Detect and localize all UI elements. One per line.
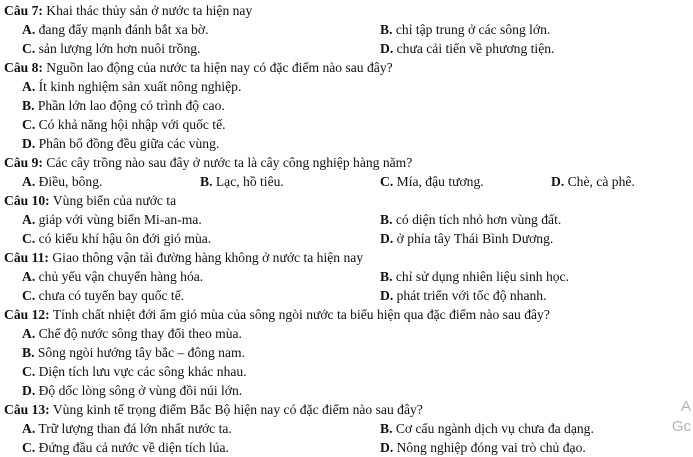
- question-12: [0, 305, 693, 400]
- option-row: [0, 324, 693, 343]
- option-row: [0, 77, 693, 96]
- option-d[interactable]: D. Nông nghiệp đóng vai trò chủ đạo.: [380, 440, 586, 455]
- question-8: [0, 58, 693, 153]
- question-9: [0, 153, 693, 191]
- question-number: Câu 7:: [4, 3, 43, 18]
- option-b[interactable]: B. Cơ cấu ngành dịch vụ chưa đa dạng.: [380, 421, 594, 436]
- option-row: [0, 362, 693, 381]
- question-11: [0, 248, 693, 305]
- question-text: Tính chất nhiệt đới ẩm gió mùa của sông ngòi nước ta biểu hiện qua đặc điểm nào sau đây?: [49, 307, 550, 322]
- option-a[interactable]: A. Điều, bông.: [22, 174, 103, 189]
- option-b[interactable]: B. chỉ tập trung ở các sông lớn.: [380, 22, 551, 37]
- question-number: Câu 10:: [4, 193, 50, 208]
- watermark-text-1: A: [680, 398, 691, 415]
- watermark-text-2: Gc: [671, 418, 691, 435]
- option-d[interactable]: D. Độ dốc lòng sông ở vùng đồi núi lớn.: [22, 383, 243, 398]
- question-7: [0, 1, 693, 58]
- option-d[interactable]: D. chưa cải tiến về phương tiện.: [380, 41, 555, 56]
- option-row: [0, 115, 693, 134]
- question-number: Câu 12:: [4, 307, 50, 322]
- option-c[interactable]: C. có kiểu khí hậu ôn đới gió mùa.: [22, 231, 212, 246]
- option-b[interactable]: B. Phần lớn lao động có trình độ cao.: [22, 98, 225, 113]
- option-row: [0, 381, 693, 400]
- option-d[interactable]: D. Phân bố đồng đều giữa các vùng.: [22, 136, 220, 151]
- option-c[interactable]: C. chưa có tuyến bay quốc tế.: [22, 288, 185, 303]
- option-a[interactable]: A. chủ yếu vận chuyển hàng hóa.: [22, 269, 204, 284]
- question-text: Giao thông vận tải đường hàng không ở nước ta hiện nay: [48, 250, 364, 265]
- question-stem: [0, 248, 693, 267]
- question-10: [0, 191, 693, 248]
- option-b[interactable]: B. Sông ngòi hướng tây bắc – đông nam.: [22, 345, 245, 360]
- option-a[interactable]: A. Ít kinh nghiệm sản xuất nông nghiệp.: [22, 79, 242, 94]
- question-number: Câu 11:: [4, 250, 49, 265]
- question-text: Khai thác thủy sản ở nước ta hiện nay: [42, 3, 253, 18]
- question-text: Nguồn lao động của nước ta hiện nay có đặc điểm nào sau đây?: [42, 60, 393, 75]
- option-c[interactable]: C. sản lượng lớn hơn nuôi trồng.: [22, 41, 201, 56]
- question-number: Câu 8:: [4, 60, 43, 75]
- question-number: Câu 9:: [4, 155, 43, 170]
- question-text: Các cây trồng nào sau đây ở nước ta là cây công nghiệp hàng năm?: [42, 155, 413, 170]
- option-row: [0, 172, 693, 191]
- option-c[interactable]: C. Đứng đầu cả nước về diện tích lúa.: [22, 440, 229, 455]
- question-stem: [0, 58, 693, 77]
- option-row: [0, 343, 693, 362]
- option-row: [0, 286, 693, 305]
- option-a[interactable]: A. đang đẩy mạnh đánh bắt xa bờ.: [22, 22, 209, 37]
- option-d[interactable]: D. Chè, cà phê.: [551, 174, 635, 189]
- question-stem: [0, 305, 693, 324]
- option-row: [0, 267, 693, 286]
- question-13: [0, 400, 693, 457]
- option-a[interactable]: A. Chế độ nước sông thay đổi theo mùa.: [22, 326, 242, 341]
- question-stem: [0, 400, 693, 419]
- option-b[interactable]: B. chỉ sử dụng nhiên liệu sinh học.: [380, 269, 569, 284]
- option-row: [0, 20, 693, 39]
- question-stem: [0, 153, 693, 172]
- option-row: [0, 39, 693, 58]
- option-row: [0, 229, 693, 248]
- option-a[interactable]: A. Trữ lượng than đá lớn nhất nước ta.: [22, 421, 232, 436]
- option-a[interactable]: A. giáp với vùng biển Mi-an-ma.: [22, 212, 202, 227]
- option-b[interactable]: B. có diện tích nhỏ hơn vùng đất.: [380, 212, 562, 227]
- option-row: [0, 134, 693, 153]
- option-b[interactable]: B. Lạc, hồ tiêu.: [200, 174, 284, 189]
- option-c[interactable]: C. Diện tích lưu vực các sông khác nhau.: [22, 364, 247, 379]
- option-row: [0, 438, 693, 457]
- option-c[interactable]: C. Có khả năng hội nhập với quốc tế.: [22, 117, 226, 132]
- question-stem: [0, 191, 693, 210]
- question-text: Vùng biển của nước ta: [49, 193, 177, 208]
- question-stem: [0, 1, 693, 20]
- option-row: [0, 210, 693, 229]
- option-row: [0, 419, 693, 438]
- exam-page: [0, 1, 693, 457]
- question-text: Vùng kinh tế trọng điểm Bắc Bộ hiện nay có đặc điểm nào sau đây?: [49, 402, 423, 417]
- option-row: [0, 96, 693, 115]
- option-d[interactable]: D. ở phía tây Thái Bình Dương.: [380, 231, 554, 246]
- question-number: Câu 13:: [4, 402, 50, 417]
- option-d[interactable]: D. phát triển với tốc độ nhanh.: [380, 288, 547, 303]
- option-c[interactable]: C. Mía, đậu tương.: [380, 174, 484, 189]
